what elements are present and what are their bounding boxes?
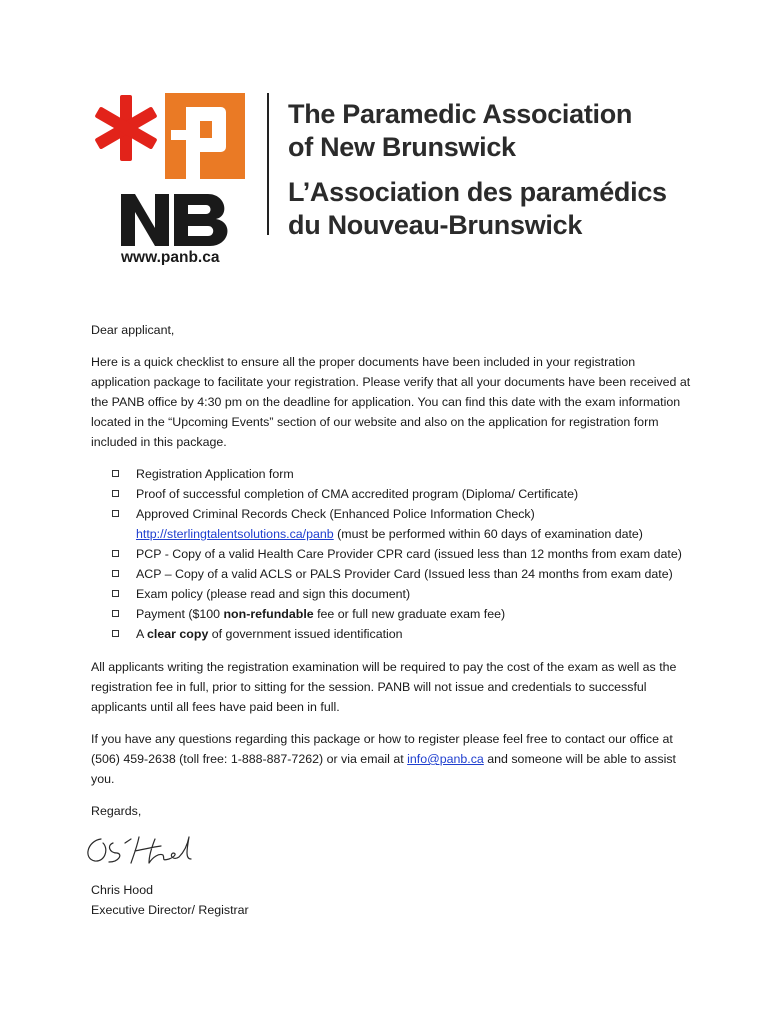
closing: Regards,: [91, 804, 142, 818]
checklist-item: [91, 544, 691, 564]
panb-logo: [88, 90, 263, 265]
contact-paragraph: [91, 729, 691, 789]
intro-paragraph: Here is a quick checklist to ensure all the proper documents have been included in your registration application package to facilitate your registration. Please verify that all your documents have been received at the PANB office by 4:30 pm on the deadline for application. You can find this date with the exam information located in the “Upcoming Events” section of our website and also on the application for registration form included in this package.: [91, 355, 691, 449]
p-block-icon: [165, 93, 245, 179]
letterhead-divider: [267, 93, 269, 235]
org-name-en-line1: The Paramedic Association: [288, 99, 633, 129]
checklist-item-text: Proof of successful completion of CMA accredited program (Diploma/ Certificate): [136, 487, 579, 501]
checkbox-icon[interactable]: [112, 510, 119, 517]
org-name-english: [288, 98, 632, 164]
website-label: www.panb.ca: [121, 249, 220, 265]
checkbox-icon[interactable]: [112, 470, 119, 477]
org-name-french: [288, 176, 667, 242]
checklist-item-text: Exam policy (please read and sign this document): [136, 587, 411, 601]
checklist-item-text: fee or full new graduate exam fee): [313, 607, 506, 621]
checklist-item: [91, 464, 691, 484]
checkbox-icon[interactable]: [112, 590, 119, 597]
checklist-item: [91, 504, 691, 544]
checkbox-icon[interactable]: [112, 570, 119, 577]
org-name-en-line2: of New Brunswick: [288, 132, 516, 162]
checkbox-icon[interactable]: [112, 630, 119, 637]
checklist-item: [91, 624, 691, 644]
document-checklist: [91, 464, 691, 644]
contact-text-end: and someone will be able to assist you.: [91, 752, 676, 786]
checkbox-icon[interactable]: [112, 550, 119, 557]
nb-letters-icon: [121, 194, 227, 246]
checklist-item: [91, 564, 691, 584]
checklist-item-text: PCP - Copy of a valid Health Care Provider CPR card (issued less than 12 months from exam date): [136, 547, 682, 561]
checklist-item-emphasis: clear copy: [147, 627, 209, 641]
asterisk-icon: [94, 95, 157, 161]
letter-body: [91, 320, 691, 920]
checklist-item-text: of government issued identification: [208, 627, 403, 641]
checkbox-icon[interactable]: [112, 490, 119, 497]
signatory-name: Chris Hood: [91, 883, 153, 897]
checklist-item-text: Payment ($100: [136, 607, 224, 621]
signature-image: [79, 829, 204, 874]
checklist-item: [91, 604, 691, 624]
checklist-item-emphasis: non-refundable: [223, 607, 314, 621]
checklist-item-text: ACP – Copy of a valid ACLS or PALS Provider Card (Issued less than 24 months from exam date): [136, 567, 673, 581]
org-name-fr-line1: L’Association des paramédics: [288, 177, 667, 207]
checklist-item-text: (must be performed within 60 days of examination date): [333, 527, 643, 541]
fees-paragraph: All applicants writing the registration examination will be required to pay the cost of the exam as well as the registration fee in full, prior to sitting for the session. PANB will not issue and credentials to successful applicants until all fees have paid been in full.: [91, 660, 677, 714]
salutation: Dear applicant,: [91, 323, 175, 337]
checklist-item: [91, 484, 691, 504]
criminal-check-link[interactable]: http://sterlingtalentsolutions.ca/panb: [136, 527, 334, 541]
signatory-title: Executive Director/ Registrar: [91, 903, 249, 917]
checklist-item-text: Approved Criminal Records Check (Enhanced Police Information Check): [136, 507, 535, 521]
contact-email-link[interactable]: info@panb.ca: [407, 752, 484, 766]
checklist-item-text: A: [136, 627, 148, 641]
contact-text: If you have any questions regarding this package or how to register please feel free to contact our office at (506) 459-2638 (toll free: 1-888-887-7262) or via email at: [91, 732, 673, 766]
checklist-item: [91, 584, 691, 604]
org-name-fr-line2: du Nouveau-Brunswick: [288, 210, 583, 240]
checklist-item-text: Registration Application form: [136, 467, 294, 481]
checkbox-icon[interactable]: [112, 610, 119, 617]
